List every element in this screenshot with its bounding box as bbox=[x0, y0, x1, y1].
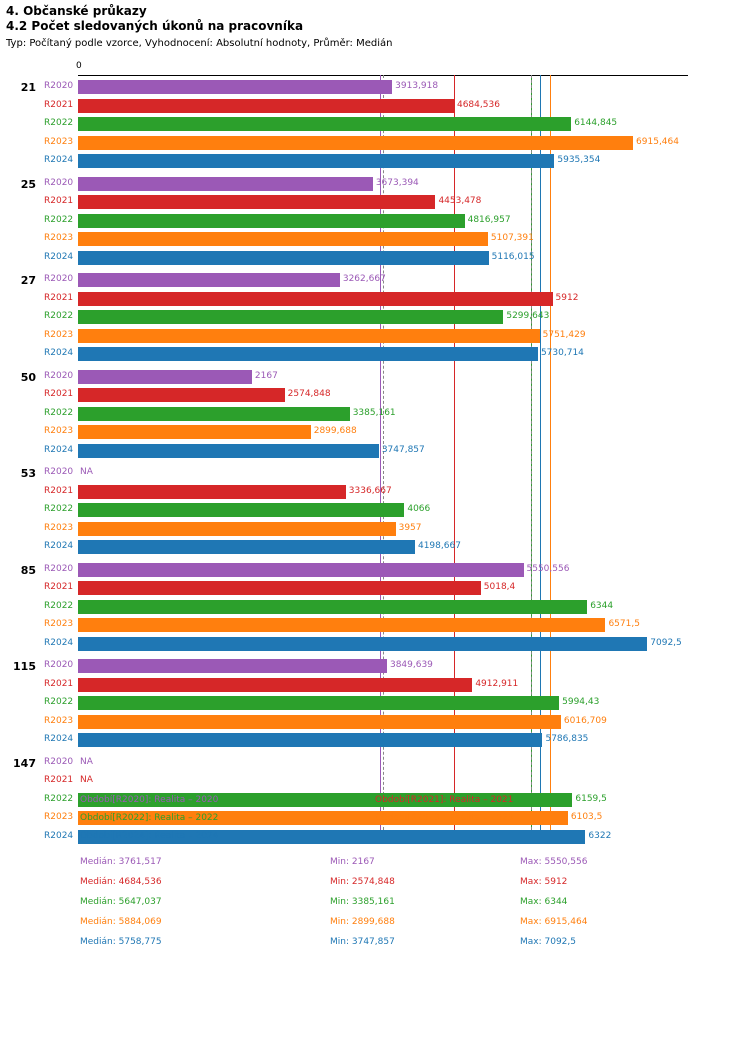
bar[interactable] bbox=[78, 117, 571, 131]
stat-max: Max: 7092,5 bbox=[520, 937, 576, 947]
group-label: 147 bbox=[13, 756, 36, 770]
bar-row bbox=[0, 696, 750, 710]
stat-max: Max: 5912 bbox=[520, 877, 568, 887]
bar-row bbox=[0, 347, 750, 361]
series-label: R2023 bbox=[44, 233, 74, 243]
bar-value-label: 5912 bbox=[555, 292, 579, 303]
bar[interactable] bbox=[78, 136, 633, 150]
series-label: R2021 bbox=[44, 196, 74, 206]
series-label: R2024 bbox=[44, 734, 74, 744]
bar-value-label: 3957 bbox=[398, 522, 422, 533]
stat-median: Medián: 5884,069 bbox=[80, 917, 162, 927]
bar[interactable] bbox=[78, 388, 285, 402]
stat-max: Max: 6915,464 bbox=[520, 917, 588, 927]
bar-row bbox=[0, 329, 750, 343]
bar[interactable] bbox=[78, 485, 346, 499]
bar-row bbox=[0, 485, 750, 499]
bar-value-label: 5994,43 bbox=[562, 697, 600, 707]
bar-value-label: 6016,709 bbox=[563, 715, 607, 726]
bar[interactable] bbox=[78, 370, 252, 384]
bar[interactable] bbox=[78, 80, 392, 94]
series-label: R2023 bbox=[44, 329, 74, 340]
bar[interactable] bbox=[78, 503, 404, 517]
bar-value-label: 4198,667 bbox=[417, 541, 461, 551]
group-label: 115 bbox=[13, 660, 36, 673]
bar[interactable] bbox=[78, 425, 311, 439]
series-label: R2022 bbox=[44, 407, 74, 418]
bar[interactable] bbox=[78, 407, 350, 421]
bar[interactable] bbox=[78, 232, 488, 246]
legend-item[interactable]: Období[R2023]: Realita – 2023 bbox=[375, 813, 514, 823]
bar[interactable] bbox=[78, 251, 489, 265]
chart-subtitle: Typ: Počítaný podle vzorce, Vyhodnocení: Absolutní hodnoty, Průměr: Medián bbox=[6, 38, 393, 49]
series-label: R2022 bbox=[44, 793, 74, 804]
bar-value-label: 5751,429 bbox=[542, 329, 586, 340]
bar-value-label: 5299,643 bbox=[506, 311, 550, 321]
bar[interactable] bbox=[78, 540, 415, 554]
series-label: R2024 bbox=[44, 541, 74, 551]
series-label: R2024 bbox=[44, 637, 74, 648]
group-label: 25 bbox=[20, 177, 36, 191]
bar[interactable] bbox=[78, 292, 553, 306]
bar[interactable] bbox=[78, 563, 524, 577]
bar-row bbox=[0, 503, 750, 517]
bar-row bbox=[0, 715, 750, 729]
stat-min: Min: 3747,857 bbox=[330, 937, 395, 947]
series-label: R2023 bbox=[44, 619, 74, 629]
series-label: R2020 bbox=[44, 370, 74, 381]
legend-item[interactable]: Období[R2024]: Realita – 2024 bbox=[80, 831, 219, 841]
legend-item[interactable]: Období[R2022]: Realita – 2022 bbox=[80, 813, 219, 823]
bar[interactable] bbox=[78, 522, 396, 536]
bar-row bbox=[0, 774, 750, 788]
bar[interactable] bbox=[78, 99, 454, 113]
bar-value-label: 2899,688 bbox=[313, 426, 357, 436]
bar-value-label: 5116,015 bbox=[491, 251, 535, 262]
bar[interactable] bbox=[78, 154, 554, 168]
bar-row bbox=[0, 388, 750, 402]
series-label: R2022 bbox=[44, 697, 74, 707]
bar-value-label: 3385,161 bbox=[352, 407, 396, 418]
bar-value-label: 3336,667 bbox=[348, 485, 392, 496]
stat-max: Max: 5550,556 bbox=[520, 857, 588, 867]
bar[interactable] bbox=[78, 329, 540, 343]
stat-min: Min: 2899,688 bbox=[330, 917, 395, 927]
page-title-line1: 4. Občanské průkazy bbox=[6, 4, 147, 18]
bar-value-label: 3849,639 bbox=[389, 660, 433, 670]
bar-row bbox=[0, 195, 750, 209]
bar-row bbox=[0, 756, 750, 770]
series-label: R2021 bbox=[44, 485, 74, 496]
series-label: R2020 bbox=[44, 177, 74, 188]
bar-value-label: 6144,845 bbox=[574, 118, 618, 128]
stat-min: Min: 2574,848 bbox=[330, 877, 395, 887]
bar-value-label: 2574,848 bbox=[287, 389, 331, 399]
bar[interactable] bbox=[78, 715, 561, 729]
series-label: R2023 bbox=[44, 522, 74, 533]
bar[interactable] bbox=[78, 444, 379, 458]
series-label: R2020 bbox=[44, 756, 74, 767]
bar[interactable] bbox=[78, 618, 605, 632]
bar-row bbox=[0, 425, 750, 439]
bar-value-label: 6159,5 bbox=[575, 793, 607, 804]
bar-row bbox=[0, 600, 750, 614]
bar-row bbox=[0, 407, 750, 421]
bar-value-label: 5550,556 bbox=[526, 563, 570, 574]
series-label: R2024 bbox=[44, 155, 74, 165]
bar-value-label: 4066 bbox=[407, 504, 431, 514]
bar-value-label: 3747,857 bbox=[381, 444, 425, 455]
series-label: R2020 bbox=[44, 274, 74, 284]
group-label: 85 bbox=[20, 563, 36, 577]
bar-value-label: 6103,5 bbox=[570, 812, 603, 822]
bar-value-label: 5107,391 bbox=[490, 233, 534, 243]
group-label: 50 bbox=[20, 370, 36, 384]
bar[interactable] bbox=[78, 347, 538, 361]
series-label: R2022 bbox=[44, 118, 74, 128]
series-label: R2023 bbox=[44, 812, 74, 822]
bar-value-label: 3673,394 bbox=[375, 177, 419, 188]
stat-median: Medián: 5758,775 bbox=[80, 937, 162, 947]
stat-min: Min: 3385,161 bbox=[330, 897, 395, 907]
bar[interactable] bbox=[78, 600, 587, 614]
bar-row bbox=[0, 251, 750, 265]
bar-value-label: 4816,957 bbox=[467, 214, 511, 225]
bar[interactable] bbox=[78, 581, 481, 595]
bar[interactable] bbox=[78, 177, 373, 191]
group-label: 27 bbox=[20, 274, 36, 287]
bar-row bbox=[0, 466, 750, 480]
bar-value-label: 5730,714 bbox=[540, 348, 584, 358]
series-label: R2023 bbox=[44, 136, 74, 147]
bar-row bbox=[0, 540, 750, 554]
bar-row bbox=[0, 177, 750, 191]
series-label: R2021 bbox=[44, 678, 74, 689]
series-label: R2023 bbox=[44, 426, 74, 436]
series-label: R2020 bbox=[44, 467, 74, 477]
bar-row bbox=[0, 563, 750, 577]
series-label: R2020 bbox=[44, 81, 74, 91]
bar-value-label: 3262,667 bbox=[342, 274, 386, 284]
bar-value-label: 4912,911 bbox=[475, 678, 519, 689]
bar[interactable] bbox=[78, 659, 387, 673]
bar-row bbox=[0, 117, 750, 131]
bar-row bbox=[0, 733, 750, 747]
bar-row bbox=[0, 659, 750, 673]
series-label: R2020 bbox=[44, 563, 74, 574]
legend-item[interactable]: Období[R2020]: Realita – 2020 bbox=[80, 795, 219, 805]
bar-value-label: 5935,354 bbox=[557, 155, 601, 165]
na-value: NA bbox=[80, 756, 93, 767]
series-label: R2021 bbox=[44, 389, 74, 399]
series-label: R2021 bbox=[44, 99, 74, 110]
series-label: R2022 bbox=[44, 214, 74, 225]
bar[interactable] bbox=[78, 214, 465, 228]
bar-row bbox=[0, 136, 750, 150]
bar-value-label: 4453,478 bbox=[438, 196, 482, 206]
series-label: R2022 bbox=[44, 311, 74, 321]
series-label: R2022 bbox=[44, 600, 74, 611]
bar-row bbox=[0, 80, 750, 94]
bar[interactable] bbox=[78, 273, 340, 287]
group-label: 21 bbox=[20, 81, 36, 94]
stat-median: Medián: 4684,536 bbox=[80, 877, 162, 887]
stat-median: Medián: 3761,517 bbox=[80, 857, 162, 867]
series-label: R2020 bbox=[44, 660, 74, 670]
series-label: R2024 bbox=[44, 251, 74, 262]
bar-row bbox=[0, 214, 750, 228]
bar-row bbox=[0, 154, 750, 168]
bar-row bbox=[0, 522, 750, 536]
bar[interactable] bbox=[78, 678, 472, 692]
series-label: R2024 bbox=[44, 830, 74, 841]
bar[interactable] bbox=[78, 310, 503, 324]
bar-row bbox=[0, 99, 750, 113]
series-label: R2024 bbox=[44, 348, 74, 358]
bar-row bbox=[0, 232, 750, 246]
bar-value-label: 5786,835 bbox=[545, 734, 589, 744]
series-label: R2021 bbox=[44, 582, 74, 592]
stat-max: Max: 6344 bbox=[520, 897, 568, 907]
stat-min: Min: 2167 bbox=[330, 857, 375, 867]
bar[interactable] bbox=[78, 696, 559, 710]
bar-row bbox=[0, 310, 750, 324]
bar-row bbox=[0, 581, 750, 595]
bar[interactable] bbox=[78, 637, 647, 651]
bar-row bbox=[0, 678, 750, 692]
bar-value-label: 6915,464 bbox=[636, 136, 679, 147]
bar-value-label: 4684,536 bbox=[456, 99, 500, 110]
series-label: R2024 bbox=[44, 444, 74, 455]
bar-value-label: 5018,4 bbox=[483, 582, 516, 592]
page-title-line2: 4.2 Počet sledovaných úkonů na pracovníka bbox=[6, 19, 304, 33]
series-label: R2021 bbox=[44, 775, 74, 785]
bar-row bbox=[0, 618, 750, 632]
axis-zero-label: 0 bbox=[76, 61, 82, 71]
bar-value-label: 6344 bbox=[590, 600, 614, 611]
bar-row bbox=[0, 444, 750, 458]
bar-row bbox=[0, 637, 750, 651]
series-label: R2023 bbox=[44, 715, 74, 726]
group-label: 53 bbox=[20, 467, 36, 480]
na-value: NA bbox=[80, 775, 93, 785]
bar[interactable] bbox=[78, 733, 542, 747]
bar-value-label: 7092,5 bbox=[650, 637, 682, 648]
legend-item[interactable]: Období[R2021]: Realita – 2021 bbox=[375, 795, 514, 805]
series-label: R2021 bbox=[44, 292, 74, 303]
bar-value-label: 6322 bbox=[588, 830, 612, 841]
bar-value-label: 3913,918 bbox=[395, 81, 439, 91]
bar-row bbox=[0, 292, 750, 306]
bar-value-label: 6571,5 bbox=[608, 619, 640, 629]
series-label: R2022 bbox=[44, 504, 74, 514]
bar[interactable] bbox=[78, 195, 435, 209]
chart-header bbox=[0, 0, 750, 51]
stat-median: Medián: 5647,037 bbox=[80, 897, 162, 907]
bar-row bbox=[0, 370, 750, 384]
na-value: NA bbox=[80, 467, 93, 477]
bar-row bbox=[0, 273, 750, 287]
bar-value-label: 2167 bbox=[254, 370, 278, 381]
